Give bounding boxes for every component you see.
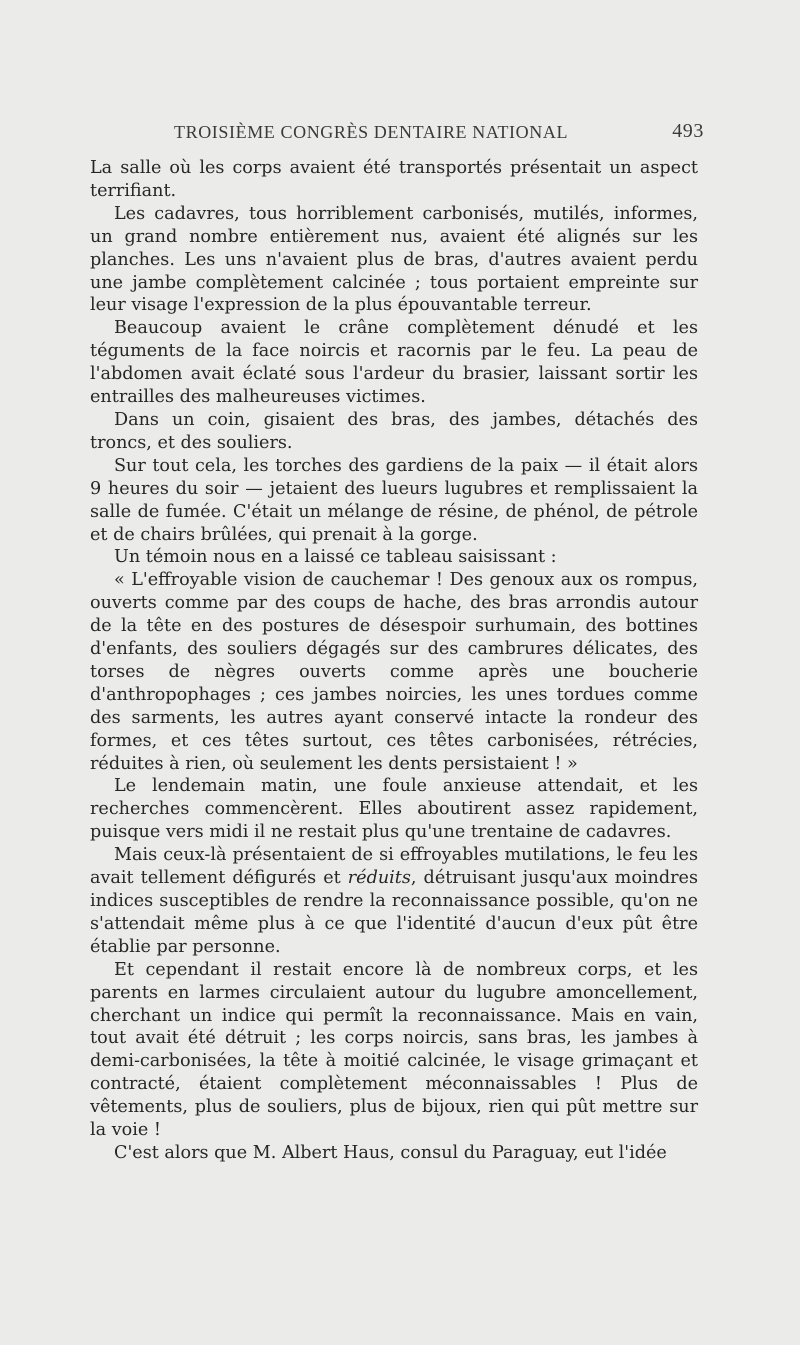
paragraph-11: C'est alors que M. Albert Haus, consul du Paraguay, eut l'idée — [114, 1142, 667, 1163]
paragraph-9 — [90, 844, 698, 959]
paragraph-4: Dans un coin, gisaient des bras, des jambes, détachés des troncs, et des souliers. — [90, 409, 698, 453]
running-title: TROISIÈME CONGRÈS DENTAIRE NATIONAL — [174, 122, 569, 142]
italic-word: réduits — [347, 868, 411, 889]
paragraph-8: Le lendemain matin, une foule anxieuse attendait, et les recherches commencèrent. Elles aboutirent assez rapidement, puisque vers midi il ne restait plus qu'une trentaine de cadavres. — [90, 776, 698, 843]
paragraph-2: Les cadavres, tous horriblement carbonisés, mutilés, informes, un grand nombre entièrement nus, avaient été alignés sur les planches. Les uns n'avaient plus de bras, d'autres avaient perdu une jambe complètement calcinée ; tous portaient empreinte sur leur visage l'expression de la plus épouvantable terreur. — [90, 203, 698, 316]
paragraph-1: La salle où les corps avaient été transportés présentait un aspect terrifiant. — [90, 158, 698, 201]
paragraph-9-part-2: , détruisant jusqu'aux moindres indices susceptibles de rendre la reconnaissance possible, qu'on ne s'attendait même plus à ce que l'identité d'aucun d'eux pût être établie par personne. — [90, 868, 698, 957]
paragraph-10: Et cependant il restait encore là de nombreux corps, et les parents en larmes circulaient autour du lugubre amoncellement, cherchant un indice qui permît la reconnaissance. Mais en vain, tout avait été détruit ; les corps noircis, sans bras, les jambes à demi-carbonisées, la tête à moitié calcinée, le visage grimaçant et contracté, étaient complètement méconnaissables ! Plus de vêtements, plus de souliers, plus de bijoux, rien qui pût mettre sur la voie ! — [90, 959, 698, 1141]
paragraph-9-part-1: Mais ceux-là présentaient de si effroyables mutilations, le feu les avait tellement défigurés et — [90, 845, 698, 889]
paragraph-5: Sur tout cela, les torches des gardiens de la paix — il était alors 9 heures du soir — jetaient des lueurs lugubres et remplissaient la salle de fumée. C'était un mélange de résine, de phénol, de pétrole et de chairs brûlées, qui prenait à la gorge. — [90, 455, 698, 545]
running-head — [174, 122, 704, 146]
paragraph-6: Un témoin nous en a laissé ce tableau saisissant : — [114, 547, 557, 568]
page-number: 493 — [672, 120, 704, 142]
paragraph-3: Beaucoup avaient le crâne complètement dénudé et les téguments de la face noircis et racornis par le feu. La peau de l'abdomen avait éclaté sous l'ardeur du brasier, laissant sortir les entrailles des malheureuses victimes. — [90, 318, 698, 408]
body-text — [90, 157, 698, 1165]
paragraph-quote: « L'effroyable vision de cauchemar ! Des genoux aux os rompus, ouverts comme par des coups de hache, des bras arrondis autour de la tête en des postures de désespoir surhumain, des bottines d'enfants, des souliers dégagés sur des cambrures délicates, des torses de nègres ouverts comme après une boucherie d'anthropophages ; ces jambes noircies, les unes tordues comme des sarments, les autres ayant conservé intacte la rondeur des formes, et ces têtes surtout, ces têtes carbonisées, rétrécies, réduites à rien, où seulement les dents persistaient ! » — [90, 570, 698, 774]
